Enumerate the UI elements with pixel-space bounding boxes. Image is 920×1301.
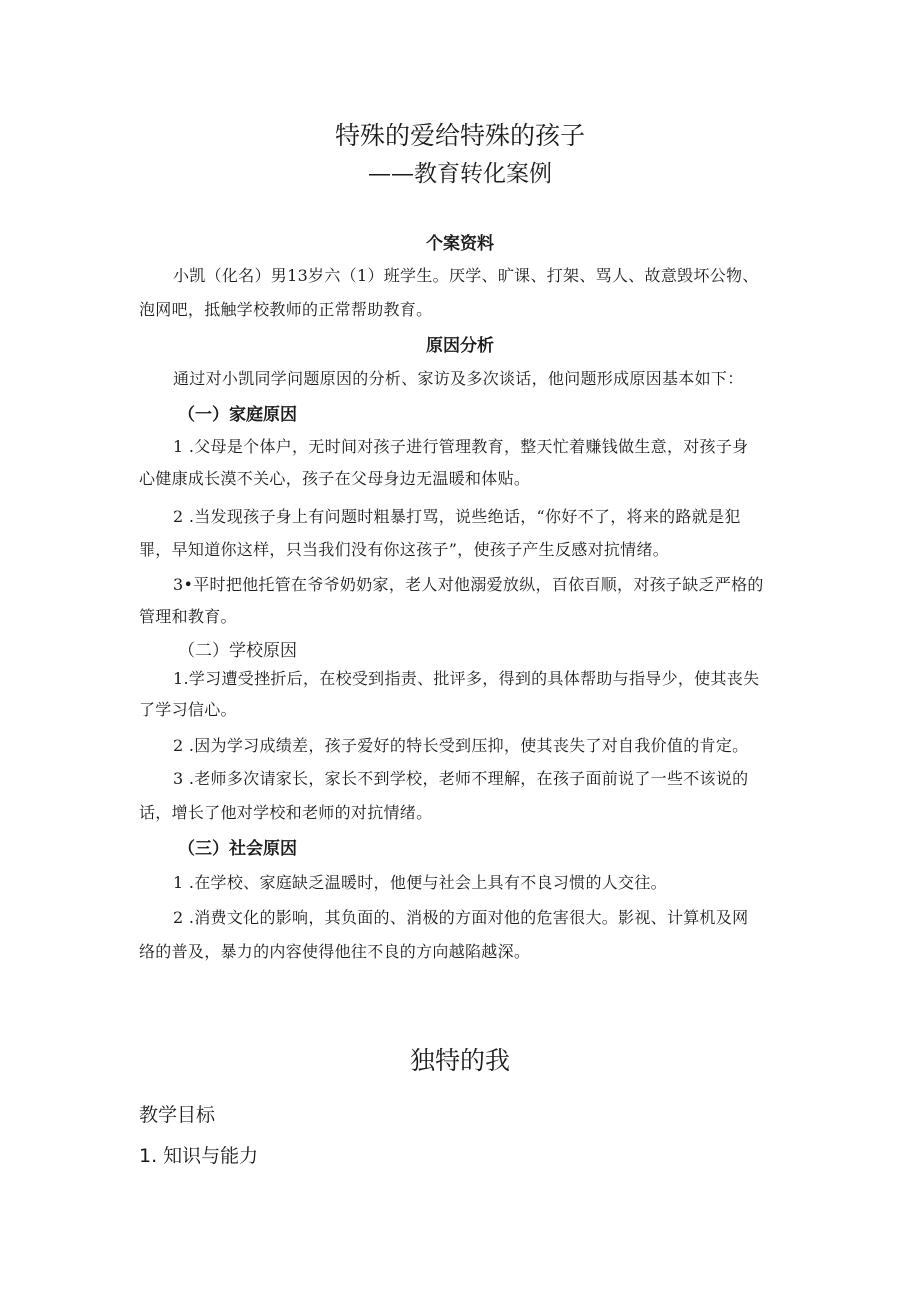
case-heading: 个案资料 [426,234,494,254]
school-item-1-line-2: 了学习信心。 [139,700,237,719]
society-item-2-line-1: 2 .消费文化的影响，其负面的、消极的方面对他的危害很大。影视、计算机及网 [173,908,749,927]
case-line-2: 泡网吧，抵触学校教师的正常帮助教育。 [139,300,433,319]
lesson-title: 独特的我 [409,1046,510,1075]
school-item-3-line-2: 话，增长了他对学校和老师的对抗情绪。 [139,803,433,822]
document-subtitle: ——教育转化案例 [368,161,552,187]
document-title: 特殊的爱给特殊的孩子 [334,121,585,150]
society-item-2-line-2: 络的普及，暴力的内容使得他往不良的方向越陷越深。 [139,942,531,961]
analysis-heading: 原因分析 [426,336,494,356]
goal-knowledge-ability: 1. 知识与能力 [139,1145,259,1167]
teaching-goals-heading: 教学目标 [139,1104,216,1126]
family-heading: （一）家庭原因 [178,405,297,425]
family-item-2-line-2: 罪，早知道你这样，只当我们没有你这孩子”，使孩子产生反感对抗情绪。 [139,540,670,559]
family-item-2-line-1: 2 .当发现孩子身上有问题时粗暴打骂，说些绝话，“你好不了，将来的路就是犯 [173,507,741,526]
case-line-1: 小凯（化名）男13岁六（1）班学生。厌学、旷课、打架、骂人、故意毁坏公物、 [173,266,759,285]
school-heading: （二）学校原因 [178,641,297,661]
school-item-2-line-1: 2 .因为学习成绩差，孩子爱好的特长受到压抑，使其丧失了对自我价值的肯定。 [173,736,749,755]
society-heading: （三）社会原因 [178,839,297,859]
family-item-3-line-2: 管理和教育。 [139,607,237,626]
society-item-1-line-1: 1 .在学校、家庭缺乏温暖时，他便与社会上具有不良习惯的人交往。 [173,873,667,892]
school-item-1-line-1: 1.学习遭受挫折后，在校受到指责、批评多，得到的具体帮助与指导少，使其丧失 [173,669,760,688]
family-item-1-line-2: 心健康成长漠不关心，孩子在父母身边无温暖和体贴。 [139,469,531,488]
analysis-intro: 通过对小凯同学问题原因的分析、家访及多次谈话，他问题形成原因基本如下： [173,369,744,388]
family-item-1-line-1: 1 .父母是个体户，无时间对孩子进行管理教育，整天忙着赚钱做生意，对孩子身 [173,437,749,456]
school-item-3-line-1: 3 .老师多次请家长，家长不到学校，老师不理解，在孩子面前说了一些不该说的 [173,769,749,788]
family-item-3-line-1: 3•平时把他托管在爷爷奶奶家，老人对他溺爱放纵，百依百顺，对孩子缺乏严格的 [173,575,764,594]
